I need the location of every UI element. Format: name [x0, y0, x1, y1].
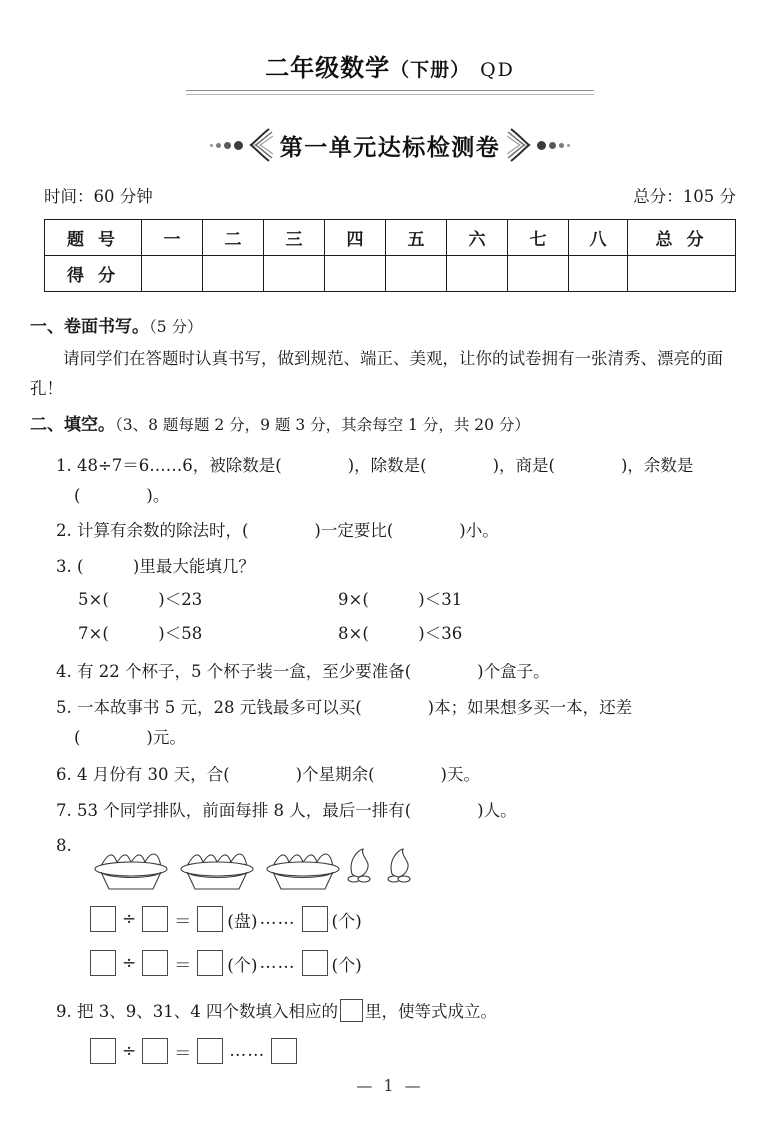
score-cell-7[interactable]	[508, 256, 569, 292]
question-5-line-2: ( )元。	[74, 728, 186, 747]
col-header-8: 八	[569, 220, 628, 256]
q8-eq1-operator-divide: ÷	[122, 909, 137, 929]
book-volume: （下册）	[390, 59, 471, 81]
question-3-prompt: 3. ( )里最大能填几？	[56, 557, 255, 576]
answer-box-q8-2-b[interactable]	[142, 950, 168, 976]
question-9-equation	[86, 1038, 301, 1064]
question-5-line-1: 5. 一本故事书 5 元，28 元钱最多可以买( )本；如果想多买一本，还差	[56, 698, 633, 717]
loose-peach-1	[348, 849, 370, 882]
col-header-4: 四	[325, 220, 386, 256]
score-cell-1[interactable]	[142, 256, 203, 292]
col-header-total: 总 分	[628, 220, 736, 256]
q8-eq2-unit-2: (个)	[331, 955, 362, 976]
question-9-text-part-a: 9. 把 3、9、31、4 四个数填入相应的	[56, 1002, 338, 1021]
answer-box-q8-2-c[interactable]	[197, 950, 223, 976]
q8-eq1-remainder-dots: ……	[259, 909, 296, 929]
exam-title-banner	[0, 128, 780, 162]
chevron-right-icon	[507, 128, 533, 162]
question-7: 7. 53 个同学排队，前面每排 8 人，最后一排有( )人。	[56, 801, 517, 820]
book-code: QD	[480, 59, 515, 81]
question-3-item-1: 5×( )＜23	[78, 590, 203, 609]
plate-group-2	[181, 854, 253, 889]
q8-eq2-operator-divide: ÷	[122, 953, 137, 973]
section-2-title: 二、填空。	[30, 415, 115, 435]
question-4: 4. 有 22 个杯子，5 个杯子装一盒，至少要准备( )个盒子。	[56, 662, 550, 681]
exam-time: 时间：60 分钟	[44, 187, 153, 206]
exam-meta	[44, 183, 736, 207]
col-header-6: 六	[447, 220, 508, 256]
banner-dots-right	[537, 141, 570, 150]
book-title-text: 二年级数学	[265, 53, 391, 82]
banner-dots-left	[210, 141, 243, 150]
question-3-item-4: 8×( )＜36	[338, 624, 463, 643]
chevron-left-icon	[247, 128, 273, 162]
question-9-text	[56, 998, 497, 1026]
question-3-item-2: 9×( )＜31	[338, 590, 463, 609]
page-header	[186, 48, 594, 83]
q9-operator-equals: ＝	[174, 1043, 192, 1064]
question-8-number: 8.	[56, 836, 72, 855]
row-label-question-no: 题 号	[45, 220, 142, 256]
question-8-equation-1	[86, 906, 362, 932]
q9-operator-divide: ÷	[122, 1041, 137, 1061]
answer-box-q8-1-b[interactable]	[142, 906, 168, 932]
section-heading-1	[30, 312, 203, 337]
row-label-score: 得 分	[45, 256, 142, 292]
book-title	[186, 48, 594, 83]
score-table	[44, 219, 736, 292]
score-cell-2[interactable]	[203, 256, 264, 292]
question-8-equation-2	[86, 950, 362, 976]
answer-box-q9-d[interactable]	[271, 1038, 297, 1064]
section-heading-2	[30, 410, 530, 435]
answer-box-q8-2-d[interactable]	[302, 950, 328, 976]
answer-box-q9-b[interactable]	[142, 1038, 168, 1064]
q8-eq1-unit-2: (个)	[331, 911, 362, 932]
question-1-line-2: ( )。	[74, 486, 170, 505]
answer-box-q9-c[interactable]	[197, 1038, 223, 1064]
plate-group-1	[95, 854, 167, 889]
answer-box-q8-1-c[interactable]	[197, 906, 223, 932]
section-1-note: （5 分）	[149, 318, 203, 336]
peaches-plates-illustration	[88, 838, 428, 896]
answer-box-q9-inline[interactable]	[340, 999, 363, 1022]
answer-box-q9-a[interactable]	[90, 1038, 116, 1064]
score-cell-8[interactable]	[569, 256, 628, 292]
section-1-title: 一、卷面书写。	[30, 317, 149, 337]
q8-eq2-operator-equals: ＝	[174, 955, 192, 976]
q8-eq2-unit-1: (个)	[227, 955, 258, 976]
section-2-note: （3、8 题每题 2 分，9 题 3 分，其余每空 1 分，共 20 分）	[115, 416, 530, 434]
plate-group-3	[267, 854, 339, 889]
col-header-2: 二	[203, 220, 264, 256]
col-header-7: 七	[508, 220, 569, 256]
table-row-question-no	[45, 220, 736, 256]
col-header-1: 一	[142, 220, 203, 256]
q8-eq1-unit-1: (盘)	[227, 911, 258, 932]
exam-title: 第一单元达标检测卷	[279, 133, 501, 161]
question-1-line-1: 1. 48÷7＝6……6，被除数是( )，除数是( )，商是( )，余数是	[56, 456, 694, 475]
exam-total-score: 总分：105 分	[633, 187, 736, 206]
answer-box-q8-1-d[interactable]	[302, 906, 328, 932]
q8-eq1-operator-equals: ＝	[174, 911, 192, 932]
question-3-item-3: 7×( )＜58	[78, 624, 203, 643]
score-cell-total[interactable]	[628, 256, 736, 292]
question-6: 6. 4 月份有 30 天，合( )个星期余( )天。	[56, 765, 480, 784]
section-1-body: 请同学们在答题时认真书写，做到规范、端正、美观，让你的试卷拥有一张清秀、漂亮的面孔！	[30, 349, 723, 398]
question-9-text-part-b: 里，使等式成立。	[364, 1002, 497, 1021]
loose-peach-2	[388, 849, 410, 882]
score-cell-5[interactable]	[386, 256, 447, 292]
header-divider	[186, 90, 594, 95]
col-header-5: 五	[386, 220, 447, 256]
score-cell-4[interactable]	[325, 256, 386, 292]
answer-box-q8-1-a[interactable]	[90, 906, 116, 932]
answer-box-q8-2-a[interactable]	[90, 950, 116, 976]
col-header-3: 三	[264, 220, 325, 256]
score-cell-3[interactable]	[264, 256, 325, 292]
q9-remainder-dots: ……	[229, 1041, 266, 1061]
score-cell-6[interactable]	[447, 256, 508, 292]
page-number: — 1 —	[356, 1076, 424, 1095]
question-2: 2. 计算有余数的除法时，( )一定要比( )小。	[56, 521, 499, 540]
q8-eq2-remainder-dots: ……	[259, 953, 296, 973]
table-row-score	[45, 256, 736, 292]
